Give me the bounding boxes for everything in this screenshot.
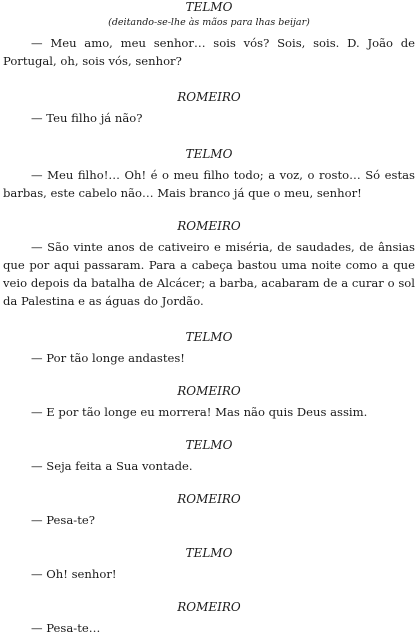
speech-line: — Por tão longe andastes!: [31, 351, 185, 365]
speaker-name: ROMEIRO: [177, 600, 241, 614]
speaker-name: TELMO: [185, 0, 233, 14]
speaker-name: TELMO: [185, 546, 233, 560]
play-page: [3, 0, 415, 637]
speech-line: — Pesa-te…: [31, 621, 101, 635]
speech-line: — Meu amo, meu senhor… sois vós? Sois, sois. D. João de Portugal, oh, sois vós, senhor?: [3, 36, 415, 68]
speech-line: — São vinte anos de cativeiro e miséria, de saudades, de ânsias que por aqui passaram. Para a cabeça bastou uma noite como a que veio depois da batalha de Alcácer; a barba, acabaram de a curar o sol da Palestina e as águas do Jordão.: [3, 240, 415, 308]
speech-line: — Oh! senhor!: [31, 567, 117, 581]
speech-line: — Seja feita a Sua vontade.: [31, 459, 193, 473]
speech-line: — Meu filho!… Oh! é o meu filho todo; a voz, o rosto… Só estas barbas, este cabelo não… Mais branco já que o meu, senhor!: [3, 168, 415, 200]
speaker-name: ROMEIRO: [177, 219, 241, 233]
stage-direction: (deitando-se-lhe às mãos para lhas beijar): [108, 17, 310, 28]
speech-line: — E por tão longe eu morrera! Mas não quis Deus assim.: [31, 405, 368, 419]
speech-line: — Teu filho já não?: [31, 111, 143, 125]
speaker-name: ROMEIRO: [177, 492, 241, 506]
speaker-name: TELMO: [185, 330, 233, 344]
speaker-name: ROMEIRO: [177, 384, 241, 398]
speaker-name: TELMO: [185, 438, 233, 452]
speaker-name: ROMEIRO: [177, 90, 241, 104]
speaker-name: TELMO: [185, 147, 233, 161]
speech-line: — Pesa-te?: [31, 513, 95, 527]
